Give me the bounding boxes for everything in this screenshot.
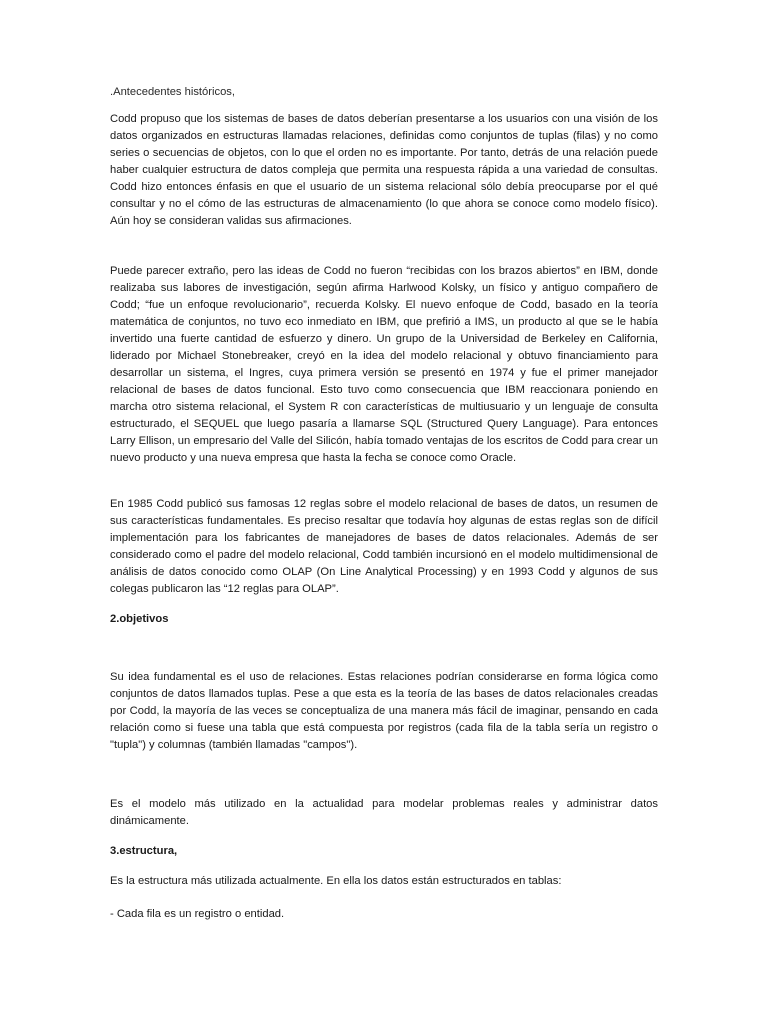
paragraph-relations-idea [110,669,658,754]
paragraph-text: Puede parecer extraño, pero las ideas de Codd no fueron “recibidas con los brazos abiertos” en IBM, donde realizaba sus labores de investigación, según afirma Harlwood Kolsky, un físico y antiguo compañero de Codd; “fue un enfoque revolucionario”, recuerda Kolsky. El nuevo enfoque de Codd, basado en la teoría matemática de conjuntos, no tuvo eco inmediato en IBM, que prefirió a IMS, un producto al que se le había invertido una fuerte cantidad de esfuerzo y dinero. Un grupo de la Universidad de Berkeley en California, liderado por Michael Stonebreaker, creyó en la idea del modelo relacional y obtuvo financiamiento para desarrollar un sistema, el Ingres, cuya primera versión se presentó en 1974 y fue el primer manejador relacional de bases de datos funcional. Esto tuvo como consecuencia que IBM reaccionara poniendo en marcha otro sistema relacional, el System R con características de multiusuario y un lenguaje de consulta estructurado, el SEQUEL que luego pasaría a llamarse SQL (Structured Query Language). Para entonces Larry Ellison, un empresario del Valle del Silicón, había tomado ventajas de los escritos de Codd para crear un nuevo producto y una nueva empresa que hasta la fecha se conoce como Oracle. [110,265,658,464]
paragraph-text: Codd propuso que los sistemas de bases de datos deberían presentarse a los usuarios con una visión de los datos organizados en estructuras llamadas relaciones, definidas como conjuntos de tuplas (filas) y no como series o secuencias de objetos, con lo que el orden no es importante. Por tanto, detrás de una relación puede haber cualquier estructura de datos compleja que permita una respuesta rápida a una variedad de consultas. Codd hizo entonces énfasis en que el usuario de un sistema relacional sólo debía preocuparse por el qué consultar y no el cómo de las estructuras de almacenamiento (lo que ahora se conoce como modelo físico). Aún hoy se consideran validas sus afirmaciones. [110,113,658,227]
paragraph-most-used-model [110,796,658,830]
paragraph-text: En 1985 Codd publicó sus famosas 12 reglas sobre el modelo relacional de bases de datos, un resumen de sus características fundamentales. Es preciso resaltar que todavía hoy algunas de estas reglas son de difícil implementación para los fabricantes de manejadores de bases de datos relacionales. Además de ser considerado como el padre del modelo relacional, Codd también incursionó en el modelo multidimensional de análisis de datos conocido como OLAP (On Line Analytical Processing) y en 1993 Codd y algunos de sus colegas publicaron las “12 reglas para OLAP”. [110,498,658,595]
paragraph-text: Es el modelo más utilizado en la actualidad para modelar problemas reales y administrar datos dinámicamente. [110,798,658,827]
list-item-row-entity [110,906,658,923]
paragraph-text: Su idea fundamental es el uso de relaciones. Estas relaciones podrían considerarse en forma lógica como conjuntos de datos llamados tuplas. Pese a que esta es la teoría de las bases de datos relacionales creadas por Codd, la mayoría de las veces se conceptualiza de una manera más fácil de imaginar, pensando en cada relación como si fuese una tabla que está compuesta por registros (cada fila de la tabla sería un registro o "tupla") y columnas (también llamadas "campos"). [110,671,658,751]
paragraph-codd-proposal [110,111,658,230]
paragraph-ibm-history [110,263,658,467]
paragraph-structure-tables [110,873,658,890]
paragraph-text: Es la estructura más utilizada actualmente. En ella los datos están estructurados en tablas: [110,875,562,887]
list-item-text: - Cada fila es un registro o entidad. [110,908,285,920]
paragraph-12-rules [110,496,658,598]
section-title-estructura: 3.estructura, [110,845,178,857]
section-title-objetivos: 2.objetivos [110,613,169,625]
section-title-antecedentes: .Antecedentes históricos, [110,86,235,98]
